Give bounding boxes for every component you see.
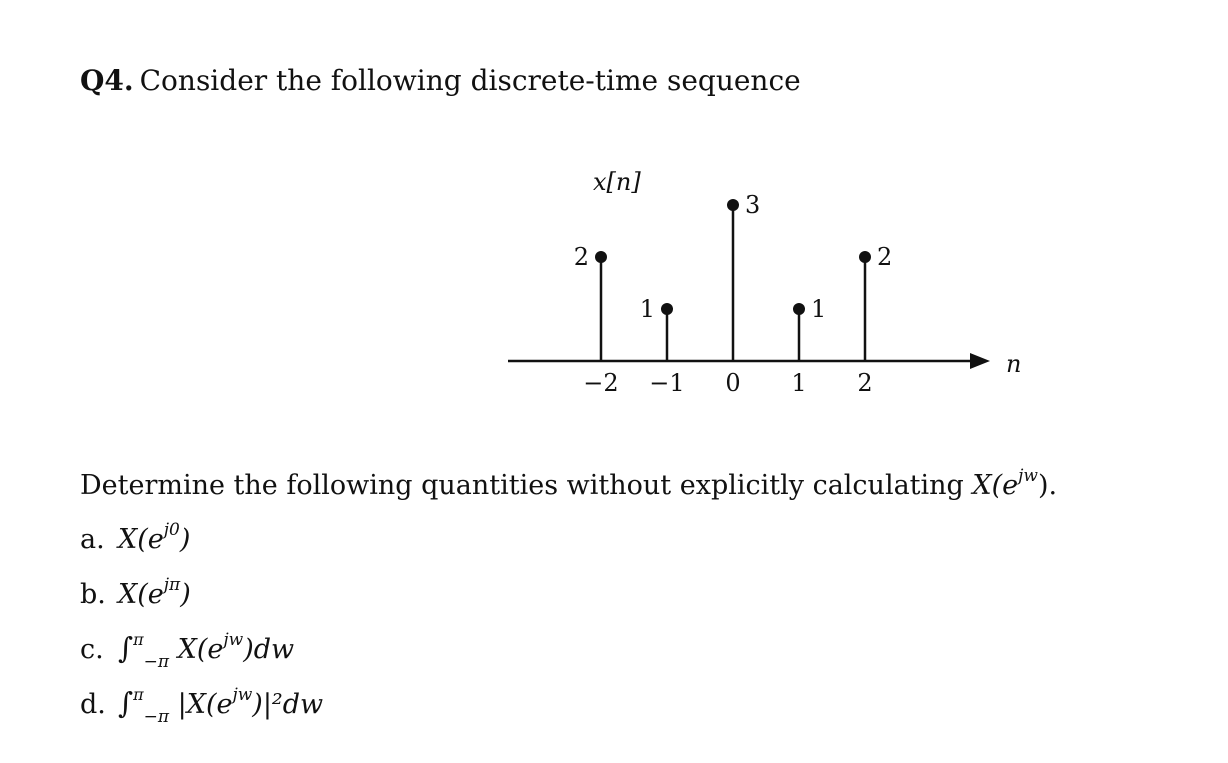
part-expr-sup: j0 xyxy=(163,520,180,540)
value-label: 1 xyxy=(639,295,655,323)
part-letter: c. xyxy=(80,634,104,665)
integral-lower-limit: −π xyxy=(143,652,170,672)
part-letter: b. xyxy=(80,579,106,610)
question-text: Consider the following discrete-time sequence xyxy=(139,64,801,97)
x-tick-label: −2 xyxy=(583,369,619,397)
parts-list xyxy=(80,520,323,740)
stem-point xyxy=(859,251,871,263)
instruction-expr-sup: jw xyxy=(1018,466,1038,486)
part-c xyxy=(80,630,323,685)
part-expr-close: ) xyxy=(180,579,191,610)
stems-group xyxy=(574,191,893,397)
question-number: Q4. xyxy=(80,64,134,97)
part-a xyxy=(80,520,323,575)
instruction-expr-base: X(e xyxy=(972,470,1019,501)
part-b xyxy=(80,575,323,630)
part-expr-sup: jπ xyxy=(163,575,181,595)
instruction-lead: Determine the following quantities without explicitly calculating xyxy=(80,470,973,501)
part-expr-sup: jw xyxy=(223,630,244,650)
value-label: 2 xyxy=(877,243,893,271)
part-expr-close: )dw xyxy=(243,634,295,665)
value-label: 1 xyxy=(811,295,827,323)
stem-point xyxy=(727,199,739,211)
value-label: 2 xyxy=(573,243,589,271)
integral-sign: ∫ xyxy=(118,631,134,665)
y-axis-label: x[n] xyxy=(593,168,641,196)
x-axis-label: n xyxy=(1006,350,1022,378)
part-expr-base: |X(e xyxy=(169,689,233,720)
stem-point xyxy=(661,303,673,315)
integral-upper-limit: π xyxy=(133,685,144,704)
instruction-expr-close: ). xyxy=(1037,470,1058,501)
part-letter: a. xyxy=(80,524,105,555)
stem-point xyxy=(793,303,805,315)
part-letter: d. xyxy=(80,689,106,720)
value-label: 3 xyxy=(745,191,761,219)
part-expr-close: ) xyxy=(179,524,191,555)
stem-point xyxy=(595,251,607,263)
part-d xyxy=(80,685,323,740)
x-tick-label: 1 xyxy=(791,369,807,397)
integral-sign: ∫ xyxy=(118,686,134,720)
instruction-text xyxy=(80,466,1057,501)
x-tick-label: −1 xyxy=(649,369,685,397)
integral-lower-limit: −π xyxy=(143,707,170,727)
part-expr-base: X(e xyxy=(118,524,164,555)
part-expr-base: X(e xyxy=(118,579,164,610)
x-tick-label: 0 xyxy=(725,369,741,397)
integral-upper-limit: π xyxy=(133,630,144,649)
part-expr-close: )|²dw xyxy=(252,689,324,720)
x-tick-label: 2 xyxy=(857,369,873,397)
part-expr-base: X(e xyxy=(169,634,224,665)
x-axis-arrowhead-icon xyxy=(970,353,990,369)
part-expr-sup: jw xyxy=(232,685,253,705)
